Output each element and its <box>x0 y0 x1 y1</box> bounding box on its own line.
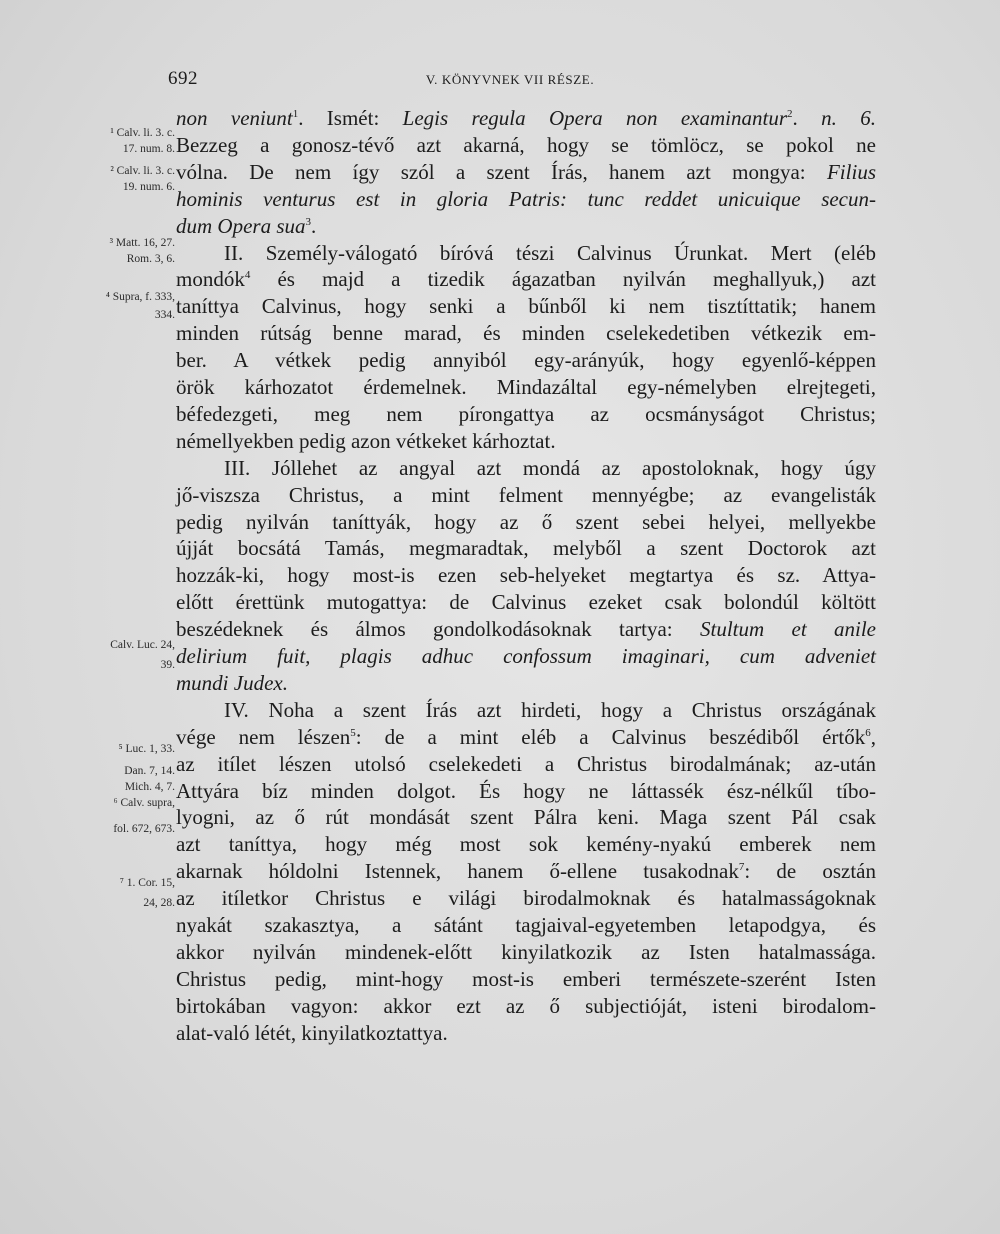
margin-note: Mich. 4, 7. <box>124 781 175 793</box>
text-line <box>176 158 876 186</box>
margin-note: ¹ Calv. li. 3. c. <box>110 127 175 139</box>
text-run: Bezzeg a gonosz-tévő azt akarná, hogy se tömlöcz, se pokol ne <box>176 132 876 157</box>
text-run: minden rútság benne marad, és minden cselekedetiben vétkezik em- <box>176 321 876 346</box>
text-run: : de a mint eléb a Calvinus beszédiből értők <box>355 724 866 749</box>
margin-note: 24, 28. <box>143 897 175 909</box>
text-line <box>176 588 876 616</box>
text-line <box>176 292 876 320</box>
text-line <box>176 212 876 240</box>
margin-note: Calv. Luc. 24, <box>110 639 175 651</box>
footnote-marker: 1 <box>292 108 299 120</box>
text-line <box>176 884 876 912</box>
text-run: béfedezgeti, meg nem pírongattya az ocsmányságot Christus; <box>176 401 876 426</box>
text-run: azt taníttya, hogy még most sok kemény-nyakú emberek nem <box>176 832 876 857</box>
margin-note: ⁵ Luc. 1, 33. <box>118 743 175 755</box>
text-run: dum Opera sua <box>176 213 306 238</box>
text-run: vólna. De nem így szól a szent Írás, hanem azt mongya: <box>176 159 827 184</box>
text-run: akkor nyilván mindenek-előtt kinyilatkozik az Isten hatalmassága. <box>176 939 876 964</box>
text-line <box>176 534 876 562</box>
text-run: ber. A vétkek pedig annyiból egy-arányúk, hogy egyenlő-képpen <box>176 348 876 373</box>
text-line <box>176 992 876 1020</box>
text-line <box>176 239 876 267</box>
margin-notes <box>0 0 175 1234</box>
text-line <box>176 427 876 455</box>
text-run: delirium fuit, plagis adhuc confossum imaginari, cum adveniet <box>176 644 876 668</box>
text-line <box>176 1019 876 1047</box>
text-run: jő-viszsza Christus, a mint felment mennyégbe; az evangelisták <box>176 482 876 507</box>
text-run: Attyára bíz minden dolgot. És hogy ne láttassék ész-nélkűl tíbo- <box>176 778 876 803</box>
text-run: és majd a tizedik ágazatban nyilván meghallyuk,) azt <box>250 267 876 292</box>
text-run: az itílet lészen utolsó cselekedeti a Christus birodalmának; az-után <box>176 751 876 776</box>
text-run: IV. Noha a szent Írás azt hirdeti, hogy a Christus országának <box>224 697 876 722</box>
text-line <box>176 723 876 751</box>
text-run: : de osztán <box>744 859 876 884</box>
text-line <box>176 642 876 670</box>
text-line <box>176 454 876 482</box>
text-run: birtokában vagyon: akkor ezt az ő subjectióját, isteni birodalom- <box>176 993 876 1018</box>
footnote-marker: 6 <box>865 726 871 739</box>
text-line <box>176 669 876 697</box>
running-title: V. KÖNYVNEK VII RÉSZE. <box>425 72 595 87</box>
text-run: nyakát szakasztya, a sátánt tagjaival-egyetemben letapodgya, és <box>176 913 876 937</box>
text-run: n. 6. <box>821 106 877 130</box>
margin-note: 17. num. 8. <box>122 143 175 155</box>
margin-note: ⁶ Calv. supra, <box>113 797 175 809</box>
footnote-marker: 2 <box>787 108 793 120</box>
text-run: non veniunt <box>176 106 293 130</box>
margin-note: Rom. 3, 6. <box>126 253 175 265</box>
margin-note: ⁴ Supra, f. 333, <box>105 291 175 303</box>
text-line <box>176 938 876 966</box>
text-line <box>176 965 876 993</box>
footnote-marker: 7 <box>738 861 745 874</box>
margin-note: ⁷ 1. Cor. 15, <box>119 877 175 889</box>
page-number: 692 <box>168 68 198 89</box>
text-line <box>176 131 876 159</box>
margin-note: 39. <box>160 659 175 671</box>
text-run: Filius <box>826 159 876 184</box>
margin-note: 334. <box>154 309 175 321</box>
footnote-marker: 5 <box>350 726 356 739</box>
text-run: akarnak hóldolni Istennek, hanem ő-ellene tusakodnak <box>176 859 739 884</box>
text-line <box>176 696 876 724</box>
text-line <box>176 319 876 347</box>
text-line <box>176 615 876 643</box>
text-run: némellyekben pedig azon vétkeket kárhoztat. <box>176 428 556 453</box>
text-run: hominis venturus est in gloria Patris: tunc reddet unicuique secun- <box>176 186 876 211</box>
text-line <box>176 400 876 428</box>
text-run: hozzák-ki, hogy most-is ezen seb-helyeket megtartya és sz. Attya- <box>176 563 876 588</box>
margin-note: Dan. 7, 14. <box>124 765 175 777</box>
footnote-marker: 3 <box>305 215 311 228</box>
text-run: mondók <box>176 267 245 292</box>
text-run: Christus pedig, mint-hogy most-is emberi természete-szerént Isten <box>176 966 876 991</box>
text-run: . <box>311 213 317 238</box>
text-run: előtt érettünk mutogattya: de Calvinus ezeket csak bolondúl költött <box>176 590 876 615</box>
text-run: . <box>792 106 822 130</box>
text-run: II. Személy-válogató bíróvá tészi Calvinus Úrunkat. Mert (eléb <box>224 240 876 265</box>
text-run: pedig nyilván taníttyák, hogy az ő szent sebei helyei, mellyekbe <box>176 509 876 534</box>
text-line <box>176 830 876 858</box>
text-run: Stultum et anile <box>699 617 876 642</box>
text-run: Legis regula Opera non examinantur <box>402 106 788 130</box>
text-run: újját bocsátá Tamás, megmaradtak, melyből a szent Doctorok azt <box>176 536 876 561</box>
footnote-marker: 4 <box>244 269 251 282</box>
text-run: beszédeknek és álmos gondolkodásoknak tartya: <box>176 617 700 642</box>
text-run: az itíletkor Christus e világi birodalmoknak és hatalmasságoknak <box>176 886 876 911</box>
text-run: . Ismét: <box>298 106 403 130</box>
text-line <box>176 561 876 589</box>
text-run: III. Jóllehet az angyal azt mondá az apostoloknak, hogy úgy <box>224 455 876 480</box>
text-line <box>176 911 876 939</box>
text-run: mundi Judex. <box>176 670 288 695</box>
text-line <box>176 185 876 213</box>
text-line <box>176 803 876 831</box>
text-line <box>176 481 876 509</box>
text-line <box>176 508 876 536</box>
margin-note: ³ Matt. 16, 27. <box>109 237 175 249</box>
text-line <box>176 857 876 885</box>
text-run: alat-való létét, kinyilatkoztattya. <box>176 1020 448 1045</box>
margin-note: fol. 672, 673. <box>113 823 175 835</box>
text-line <box>176 750 876 778</box>
text-line <box>176 265 876 293</box>
text-run: örök kárhozatot érdemelnek. Mindazáltal egy-némelyben elrejtegeti, <box>176 375 876 399</box>
text-line <box>176 346 876 374</box>
margin-note: 19. num. 6. <box>122 181 175 193</box>
text-line <box>176 104 876 132</box>
text-run: vége nem lészen <box>176 724 351 749</box>
text-run: lyogni, az ő rút mondását szent Pálra keni. Maga szent Pál csak <box>176 805 876 830</box>
text-run: , <box>870 724 876 749</box>
text-run: taníttya Calvinus, hogy senki a bűnből ki nem tisztíttatik; hanem <box>176 294 876 319</box>
margin-note: ² Calv. li. 3. c. <box>110 165 175 177</box>
text-line <box>176 373 876 401</box>
text-line <box>176 777 876 805</box>
